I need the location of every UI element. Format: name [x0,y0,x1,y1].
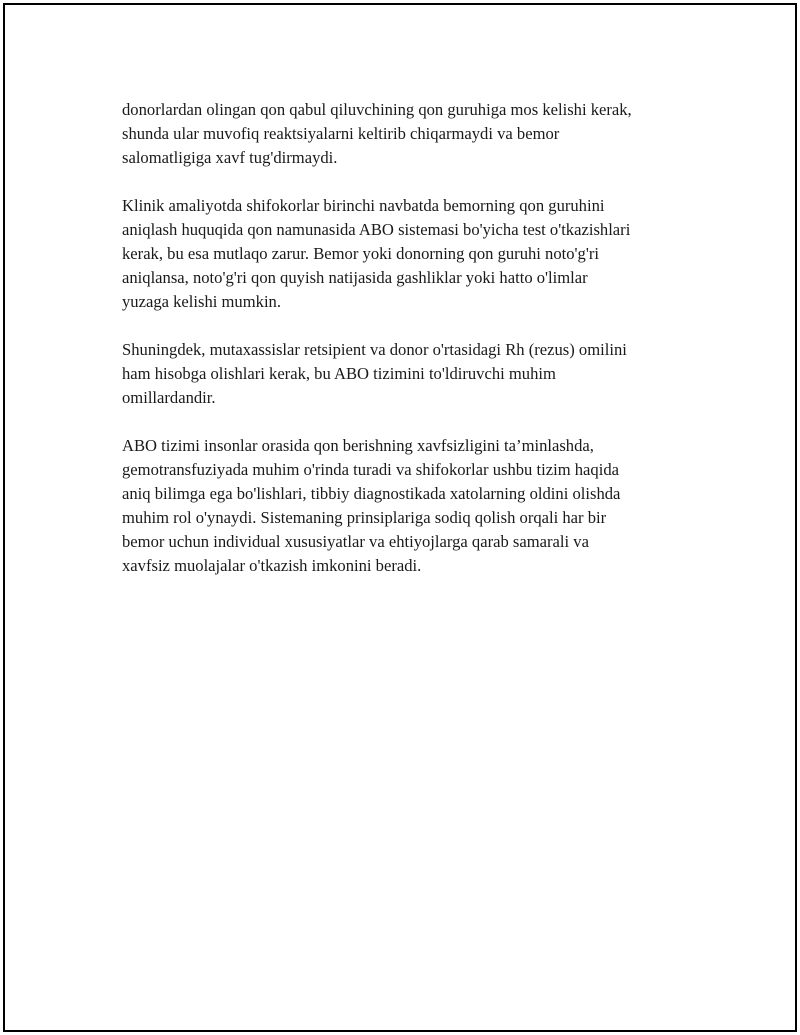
page-frame [3,3,797,1032]
paragraph-3: Shuningdek, mutaxassislar retsipient va donor o'rtasidagi Rh (rezus) omilini ham hisobga olishlari kerak, bu ABO tizimini to'ldiruvchi muhim omillardandir. [122,340,627,407]
paragraph-1: donorlardan olingan qon qabul qiluvchining qon guruhiga mos kelishi kerak, shunda ular muvofiq reaktsiyalarni keltirib chiqarmaydi va bemor salomatligiga xavf tug'dirmaydi. [122,100,632,167]
document-body [122,98,702,602]
paragraph-2: Klinik amaliyotda shifokorlar birinchi navbatda bemorning qon guruhini aniqlash huquqida qon namunasida ABO sistemasi bo'yicha test o'tkazishlari kerak, bu esa mutlaqo zarur. Bemor yoki donorning qon guruhi noto'g'ri aniqlansa, noto'g'ri qon quyish natijasida gashliklar yoki hatto o'limlar yuzaga kelishi mumkin. [122,196,631,311]
paragraph-4: ABO tizimi insonlar orasida qon berishning xavfsizligini ta’minlashda, gemotransfuziyada muhim o'rinda turadi va shifokorlar ushbu tizim haqida aniq bilimga ega bo'lishlari, tibbiy diagnostikada xatolarning oldini olishda muhim rol o'ynaydi. Sistemaning prinsiplariga sodiq qolish orqali har bir bemor uchun individual xususiyatlar va ehtiyojlarga qarab samarali va xavfsiz muolajalar o'tkazish imkonini beradi. [122,436,621,575]
